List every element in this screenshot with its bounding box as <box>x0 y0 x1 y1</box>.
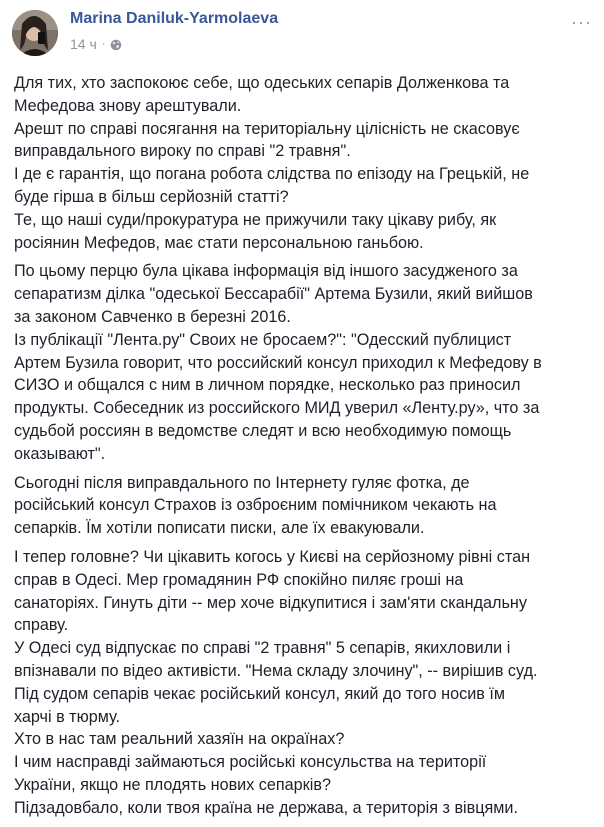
meta-separator: · <box>101 38 106 50</box>
post-paragraph-3: Сьогодні після виправдального по Інтернету гуляє фотка, де російський консул Страхов із озброєним помічником чекають на сепарків. Їм хотіли пописати писки, але їх евакуювали. <box>14 473 497 538</box>
post-paragraph-4: І тепер головне? Чи цікавить когось у Києві на серйозному рівні стан справ в Одесі. Мер громадянин РФ спокійно пиляє гроші на санаторіях. Гинуть діти -- мер хоче відкупитися і зам'яти скандальну справу. У Одесі суд відпускає по справі "2 травня" 5 сепарів, якихловили і впізнавали по відео активісти. "Нема складу злочину", -- вирішив суд. Під судом сепарів чекає російський консул, який до того носив їм харчі в тюрму. Хто в нас там реальний хазяїн на окраїнах? І чим насправді займаються російські консульства на території України, якщо не плодять нових сепарків? Підзадовбало, коли твоя країна не держава, а територія з вівцями. <box>14 547 538 817</box>
post-options-button[interactable]: ··· <box>571 12 592 32</box>
post-timestamp[interactable]: 14 ч <box>70 36 97 52</box>
post-meta <box>70 36 122 52</box>
post-body <box>14 72 594 826</box>
author-name-link[interactable]: Marina Daniluk-Yarmolaeva <box>70 10 279 27</box>
post-paragraph-2: По цьому перцю була цікава інформація від іншого засудженого за сепаратизм ділка "одеської Бессарабії" Артема Бузили, який вийшов за законом Савченко в березні 2016. Із публікації "Лента.ру" Своих не бросаем?": "Одесский публицист Артем Бузила говорит, что российский консул приходил к Мефедову в СИЗО и общался с ним в личном порядке, несколько раз приносил продукты. Собеседник из российского МИД уверил «Ленту.ру», что за судьбой россиян в ведомстве следят и всю необходимую помощь оказывают". <box>14 262 542 463</box>
post-paragraph-1: Для тих, хто заспокоює себе, що одеських сепарів Долженкова та Мефедова знову арештували. Арешт по справі посягання на територіальну цілісність не скасовує виправдального вироку по справі "2 травня". І де є гарантія, що погана робота слідства по епізоду на Грецькій, не буде гірша в більш серйозній статті? Те, що наші суди/прокуратура не прижучили таку цікаву рибу, як росіянин Мефедов, має стати персональною ганьбою. <box>14 74 530 252</box>
author-avatar[interactable] <box>12 10 58 56</box>
avatar-photo <box>12 10 58 56</box>
globe-icon[interactable] <box>110 38 122 50</box>
post-header <box>10 8 594 62</box>
